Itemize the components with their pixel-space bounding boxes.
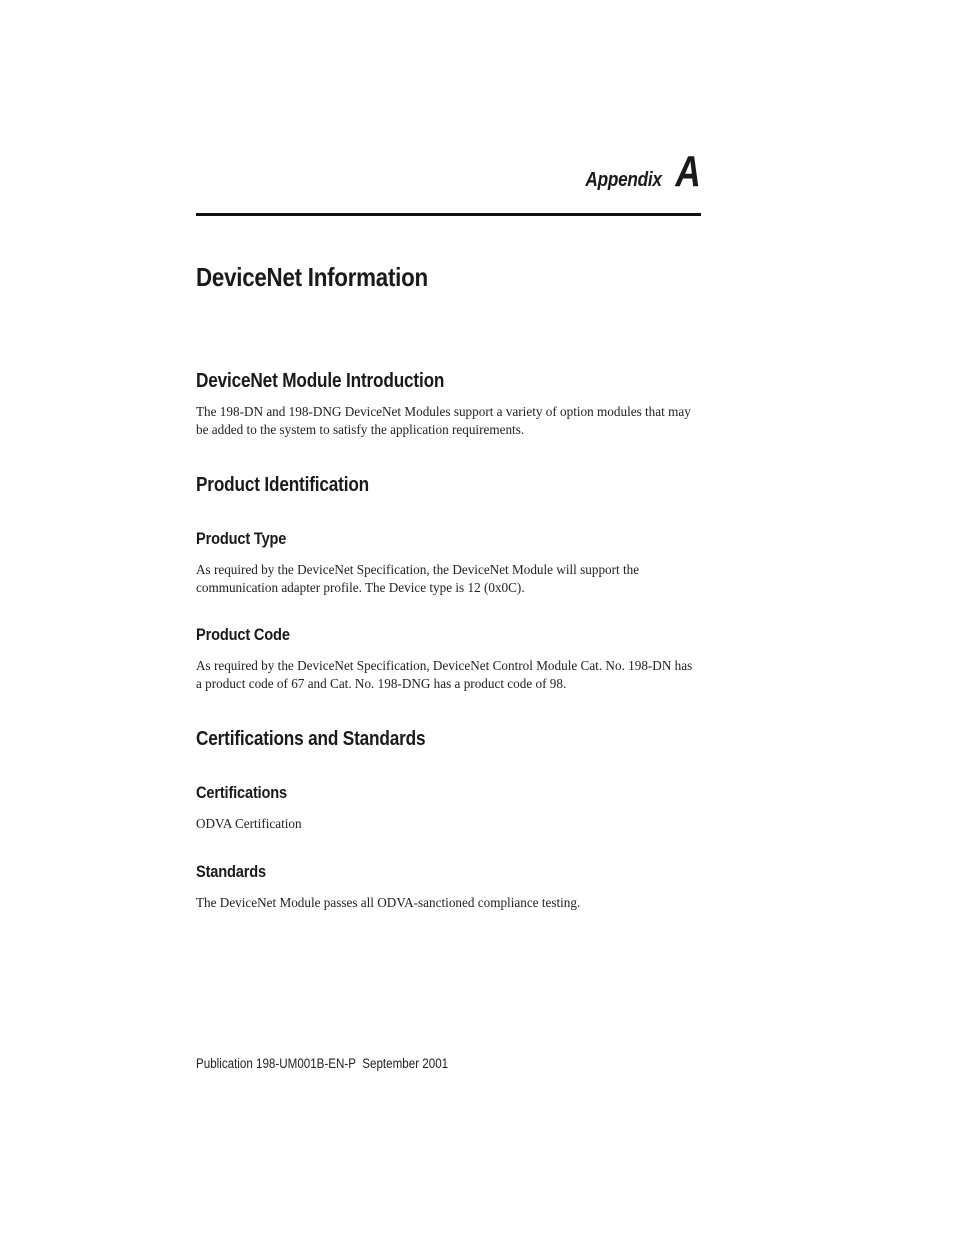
subsection-body-product-code: As required by the DeviceNet Specification, DeviceNet Control Module Cat. No. 198-DN has a product code of 67 and Cat. No. 198-DNG has a product code of 98. xyxy=(196,658,693,691)
page-title: DeviceNet Information xyxy=(196,262,428,292)
appendix-letter: A xyxy=(675,147,701,196)
section-body-devicenet-module-introduction: The 198-DN and 198-DNG DeviceNet Modules support a variety of option modules that may be added to the system to satisfy the application requirements. xyxy=(196,404,691,437)
subsection-heading-certifications: Certifications xyxy=(196,783,288,802)
subsection-heading-product-type: Product Type xyxy=(196,529,287,548)
appendix-label xyxy=(573,147,702,196)
subsection-body-certifications: ODVA Certification xyxy=(196,816,302,831)
appendix-word: Appendix xyxy=(584,169,662,191)
section-heading-certifications-and-standards: Certifications and Standards xyxy=(196,728,426,750)
chapter-header xyxy=(196,147,701,218)
section-heading-product-identification: Product Identification xyxy=(196,474,370,496)
subsection-heading-standards: Standards xyxy=(196,862,266,881)
subsection-body-product-type: As required by the DeviceNet Specification, the DeviceNet Module will support the communication adapter profile. The Device type is 12 (0x0C). xyxy=(196,562,640,595)
subsection-body-standards: The DeviceNet Module passes all ODVA-sanctioned compliance testing. xyxy=(196,895,581,910)
publication-footer: Publication 198-UM001B-EN-P September 2001 xyxy=(196,1056,449,1071)
section-heading-devicenet-module-introduction: DeviceNet Module Introduction xyxy=(196,370,445,392)
subsection-heading-product-code: Product Code xyxy=(196,625,290,644)
header-rule xyxy=(196,213,701,216)
